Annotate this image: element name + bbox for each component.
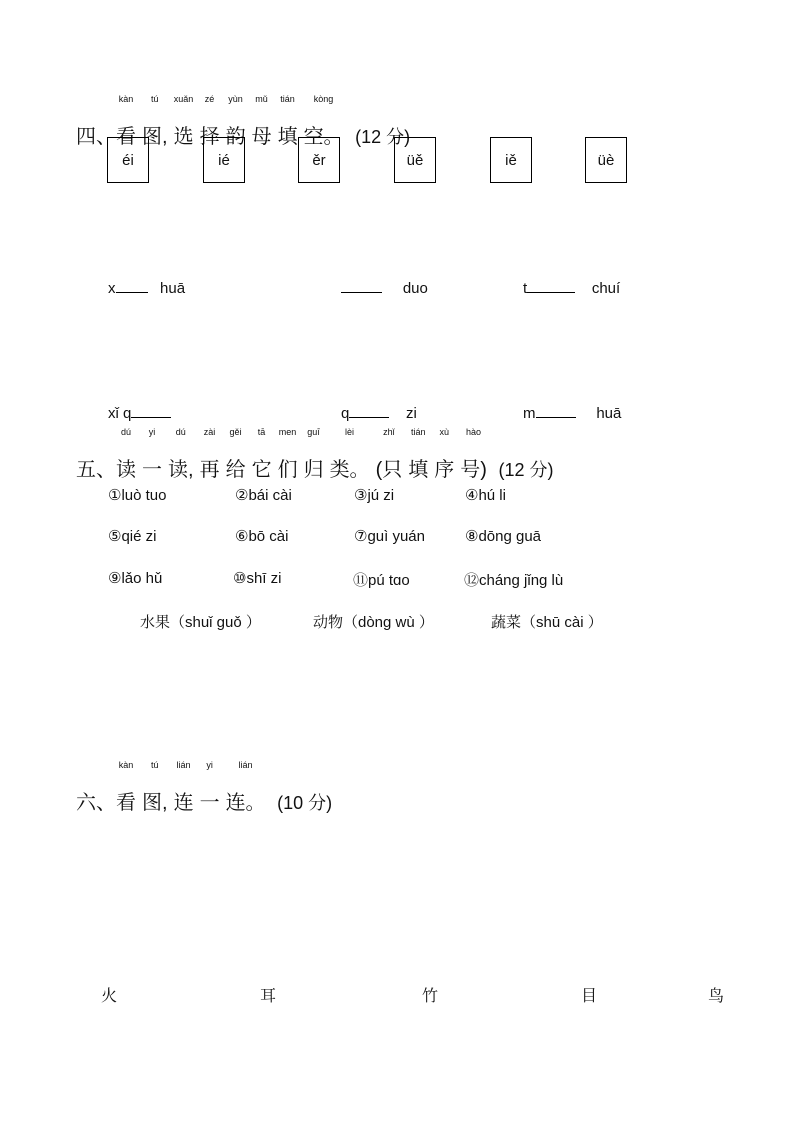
hanzi: 连 bbox=[173, 792, 194, 814]
fill-item bbox=[523, 403, 621, 422]
title-char bbox=[251, 94, 272, 149]
fill-prefix: q bbox=[341, 405, 350, 422]
pinyin-annotation: guī bbox=[307, 427, 320, 437]
pinyin-annotation: dú bbox=[175, 427, 186, 437]
fill-item bbox=[523, 278, 620, 297]
pinyin-annotation: yi bbox=[206, 760, 213, 770]
hanzi: 读 bbox=[116, 459, 136, 481]
section5-score: (12 分) bbox=[498, 460, 554, 480]
hanzi: 再 bbox=[199, 459, 220, 481]
option-box bbox=[107, 137, 149, 183]
section4-score: (12 分) bbox=[355, 127, 411, 147]
match-char[interactable]: 耳 bbox=[260, 988, 277, 1005]
hanzi: 四、 bbox=[76, 126, 116, 148]
word-item: ⑨lǎo hǔ bbox=[108, 570, 163, 587]
option-text: üè bbox=[597, 151, 615, 169]
word-item: ④hú li bbox=[465, 487, 506, 504]
hanzi: 一 bbox=[142, 459, 162, 481]
pinyin-annotation: lián bbox=[238, 760, 253, 770]
match-char[interactable]: 目 bbox=[581, 988, 598, 1005]
fill-prefix: xǐ q bbox=[108, 405, 132, 422]
word-item: ①luò tuo bbox=[108, 487, 167, 504]
hanzi: (只 bbox=[375, 459, 403, 481]
title-char bbox=[434, 427, 455, 482]
answer-blank[interactable] bbox=[527, 278, 575, 293]
pinyin-annotation: tián bbox=[280, 94, 295, 104]
fill-suffix: huā bbox=[596, 405, 622, 422]
option-box bbox=[394, 137, 436, 183]
hanzi: 五、 bbox=[76, 459, 116, 481]
pinyin-annotation: kàn bbox=[118, 760, 134, 770]
word-item: ⑧dōng guā bbox=[465, 528, 542, 545]
title-char bbox=[116, 427, 136, 482]
title-char bbox=[375, 427, 403, 482]
fill-item bbox=[341, 278, 428, 297]
answer-blank[interactable] bbox=[131, 403, 171, 418]
match-char[interactable]: 竹 bbox=[422, 988, 439, 1005]
match-char[interactable]: 鸟 bbox=[708, 988, 725, 1005]
pinyin-annotation: xù bbox=[439, 427, 449, 437]
title-char bbox=[142, 760, 168, 815]
title-char bbox=[168, 427, 194, 482]
pinyin-annotation: tú bbox=[151, 94, 159, 104]
title-char bbox=[277, 427, 298, 482]
hanzi: 给 bbox=[225, 459, 246, 481]
match-char[interactable]: 火 bbox=[101, 988, 118, 1005]
title-char bbox=[76, 439, 116, 482]
hanzi: 连。 bbox=[225, 792, 266, 814]
title-char bbox=[408, 427, 429, 482]
hanzi: 韵 bbox=[225, 126, 246, 148]
answer-blank[interactable] bbox=[349, 403, 389, 418]
hanzi: 看 bbox=[116, 126, 136, 148]
hanzi: 读, bbox=[168, 459, 194, 481]
option-text: ěr bbox=[312, 151, 326, 169]
option-text: iě bbox=[505, 151, 517, 169]
hanzi: 图, bbox=[142, 792, 168, 814]
hanzi: 们 bbox=[277, 459, 298, 481]
title-char bbox=[277, 94, 298, 149]
fill-item bbox=[108, 278, 185, 297]
pinyin-annotation: dú bbox=[120, 427, 132, 437]
pinyin-annotation: hào bbox=[466, 427, 482, 437]
option-text: éi bbox=[122, 151, 134, 169]
hanzi: 选 bbox=[173, 126, 194, 148]
fill-suffix: zi bbox=[406, 405, 417, 422]
hanzi: 空。 bbox=[303, 126, 344, 148]
word-item: ⑤qié zi bbox=[108, 528, 157, 545]
option-box bbox=[585, 137, 627, 183]
hanzi: 择 bbox=[199, 126, 220, 148]
section6-score: (10 分) bbox=[277, 793, 333, 813]
fill-prefix: x bbox=[108, 280, 116, 297]
hanzi: 填 bbox=[408, 459, 429, 481]
hanzi: 类。 bbox=[329, 459, 370, 481]
pinyin-annotation: lián bbox=[176, 760, 191, 770]
title-char bbox=[225, 760, 266, 815]
hanzi: 填 bbox=[277, 126, 298, 148]
title-char bbox=[116, 760, 136, 815]
hanzi: 归 bbox=[303, 459, 324, 481]
pinyin-annotation: gěi bbox=[229, 427, 242, 437]
hanzi: 号) bbox=[460, 459, 487, 481]
word-item: ⑪pú tɑo bbox=[353, 572, 410, 589]
title-char bbox=[76, 772, 116, 815]
pinyin-annotation: tián bbox=[410, 427, 426, 437]
word-item: ②bái cài bbox=[235, 487, 292, 504]
title-char bbox=[251, 427, 272, 482]
title-char bbox=[142, 427, 162, 482]
title-char bbox=[199, 427, 220, 482]
option-text: üě bbox=[406, 151, 424, 169]
pinyin-annotation: tú bbox=[151, 760, 159, 770]
pinyin-annotation: xuǎn bbox=[173, 94, 194, 104]
option-text: ié bbox=[218, 151, 230, 169]
answer-blank[interactable] bbox=[341, 278, 382, 293]
option-box bbox=[298, 137, 340, 183]
answer-blank[interactable] bbox=[536, 403, 576, 418]
title-char bbox=[329, 427, 370, 482]
pinyin-annotation: tā bbox=[257, 427, 266, 437]
word-item: ⑦guì yuán bbox=[354, 528, 425, 545]
pinyin-annotation: men bbox=[278, 427, 297, 437]
fill-prefix: t bbox=[523, 280, 528, 297]
title-char bbox=[173, 94, 194, 149]
word-item: ⑩shī zi bbox=[233, 570, 282, 587]
pinyin-annotation: zé bbox=[204, 94, 215, 104]
title-char bbox=[173, 760, 194, 815]
section6-title bbox=[76, 760, 333, 816]
category-animal: 动物（dòng wù ） bbox=[313, 614, 434, 631]
category-fruit: 水果（shuǐ guǒ ） bbox=[140, 614, 261, 631]
title-char bbox=[303, 427, 324, 482]
section5-title bbox=[76, 427, 554, 483]
fill-item bbox=[108, 403, 171, 422]
word-item: ⑫cháng jǐng lù bbox=[464, 572, 564, 589]
hanzi: 母 bbox=[251, 126, 272, 148]
pinyin-annotation: kàn bbox=[118, 94, 134, 104]
pinyin-annotation: mǔ bbox=[255, 94, 268, 104]
pinyin-annotation: kòng bbox=[313, 94, 334, 104]
hanzi: 它 bbox=[251, 459, 272, 481]
fill-item bbox=[341, 403, 417, 422]
pinyin-annotation: yùn bbox=[228, 94, 243, 104]
hanzi: 六、 bbox=[76, 792, 116, 814]
pinyin-annotation: lèi bbox=[345, 427, 355, 437]
pinyin-annotation: yi bbox=[148, 427, 156, 437]
fill-prefix: m bbox=[523, 405, 536, 422]
fill-suffix: huā bbox=[160, 280, 186, 297]
fill-suffix: chuí bbox=[591, 280, 621, 297]
pinyin-annotation: zhǐ bbox=[383, 427, 395, 437]
title-char bbox=[460, 427, 487, 482]
hanzi: 一 bbox=[199, 792, 220, 814]
answer-blank[interactable] bbox=[116, 278, 148, 293]
option-box bbox=[203, 137, 245, 183]
title-char bbox=[225, 427, 246, 482]
word-item: ⑥bō cài bbox=[235, 528, 289, 545]
fill-suffix: duo bbox=[402, 280, 428, 297]
word-item: ③jú zi bbox=[354, 487, 395, 504]
option-box bbox=[490, 137, 532, 183]
pinyin-annotation: zài bbox=[203, 427, 216, 437]
title-char bbox=[199, 760, 220, 815]
category-vegetable: 蔬菜（shū cài ） bbox=[491, 614, 603, 631]
hanzi: 序 bbox=[434, 459, 455, 481]
hanzi: 看 bbox=[116, 792, 136, 814]
hanzi: 图, bbox=[142, 126, 168, 148]
